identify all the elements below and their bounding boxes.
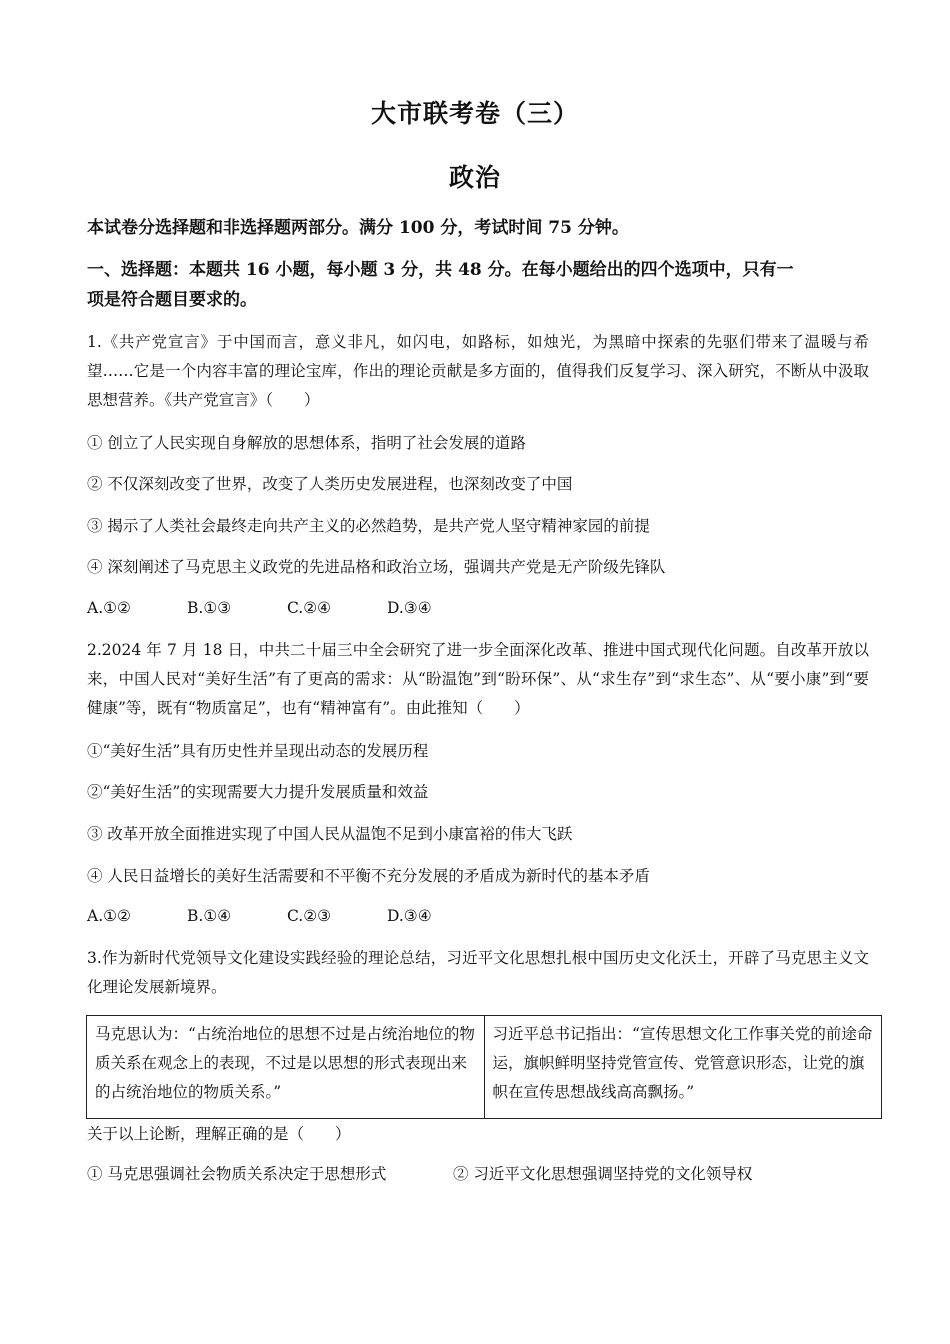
exam-instructions: 本试卷分选择题和非选择题两部分。满分 100 分，考试时间 75 分钟。 xyxy=(87,218,629,238)
q2-statement-4: ④ 人民日益增长的美好生活需要和不平衡不充分发展的矛盾成为新时代的基本矛盾 xyxy=(87,867,650,885)
q2-option-d[interactable]: D.③④ xyxy=(387,907,432,925)
q2-option-c[interactable]: C.②③ xyxy=(287,907,332,925)
q2-option-a[interactable]: A.①② xyxy=(87,907,131,925)
q2-stem: 2.2024 年 7 月 18 日，中共二十届三中全会研究了进一步全面深化改革、推进中国式现代化问题。自改革开放以来，中国人民对“美好生活”有了更高的需求：从“盼温饱”到“盼环保”、从“求生存”到“求生态”、从“要小康”到“要健康”等，既有“物质富足”，也有“精神富有”。由此推知（ ） xyxy=(87,641,869,717)
q1-statement-2: ② 不仅深刻改变了世界，改变了人类历史发展进程，也深刻改变了中国 xyxy=(87,475,573,493)
q3-stem: 3.作为新时代党领导文化建设实践经验的理论总结，习近平文化思想扎根中国历史文化沃土，开辟了马克思主义文化理论发展新境界。 xyxy=(87,949,869,996)
q3-quote-table xyxy=(86,1015,882,1119)
q3-question: 关于以上论断，理解正确的是（ ） xyxy=(87,1125,351,1143)
q1-statement-4: ④ 深刻阐述了马克思主义政党的先进品格和政治立场，强调共产党是无产阶级先锋队 xyxy=(87,558,666,576)
q1-option-d[interactable]: D.③④ xyxy=(387,599,432,617)
q3-statement-1: ① 马克思强调社会物质关系决定于思想形式 xyxy=(87,1165,387,1183)
q3-statement-2: ② 习近平文化思想强调坚持党的文化领导权 xyxy=(453,1165,753,1183)
quote-xi: 习近平总书记指出：“宣传思想文化工作事关党的前途命运，旗帜鲜明坚持党管宣传、党管意识形态，让党的旗帜在宣传思想战线高高飘扬。” xyxy=(484,1016,882,1119)
quote-marx: 马克思认为：“占统治地位的思想不过是占统治地位的物质关系在观念上的表现，不过是以思想的形式表现出来的占统治地位的物质关系。” xyxy=(87,1016,485,1119)
q2-option-b[interactable]: B.①④ xyxy=(187,907,232,925)
q1-option-b[interactable]: B.①③ xyxy=(187,599,232,617)
q2-options xyxy=(87,907,487,925)
section-title-line2: 项是符合题目要求的。 xyxy=(87,290,257,310)
q1-option-c[interactable]: C.②④ xyxy=(287,599,332,617)
q1-options xyxy=(87,599,487,617)
q1-option-a[interactable]: A.①② xyxy=(87,599,131,617)
exam-title: 大市联考卷（三） xyxy=(370,99,579,128)
q2-statement-1: ①“美好生活”具有历史性并呈现出动态的发展历程 xyxy=(87,742,429,760)
subject-title: 政治 xyxy=(448,163,501,192)
section-title-line1: 一、选择题：本题共 16 小题，每小题 3 分，共 48 分。在每小题给出的四个选项中，只有一 xyxy=(87,260,794,280)
q1-statement-3: ③ 揭示了人类社会最终走向共产主义的必然趋势，是共产党人坚守精神家园的前提 xyxy=(87,517,650,535)
q2-statement-3: ③ 改革开放全面推进实现了中国人民从温饱不足到小康富裕的伟大飞跃 xyxy=(87,825,573,843)
q1-statement-1: ① 创立了人民实现自身解放的思想体系，指明了社会发展的道路 xyxy=(87,434,526,452)
q2-statement-2: ②“美好生活”的实现需要大力提升发展质量和效益 xyxy=(87,783,429,801)
q1-stem: 1.《共产党宣言》于中国而言，意义非凡，如闪电，如路标，如烛光，为黑暗中探索的先驱们带来了温暖与希望……它是一个内容丰富的理论宝库，作出的理论贡献是多方面的，值得我们反复学习、深入研究，不断从中汲取思想营养。《共产党宣言》（ ） xyxy=(87,333,869,409)
